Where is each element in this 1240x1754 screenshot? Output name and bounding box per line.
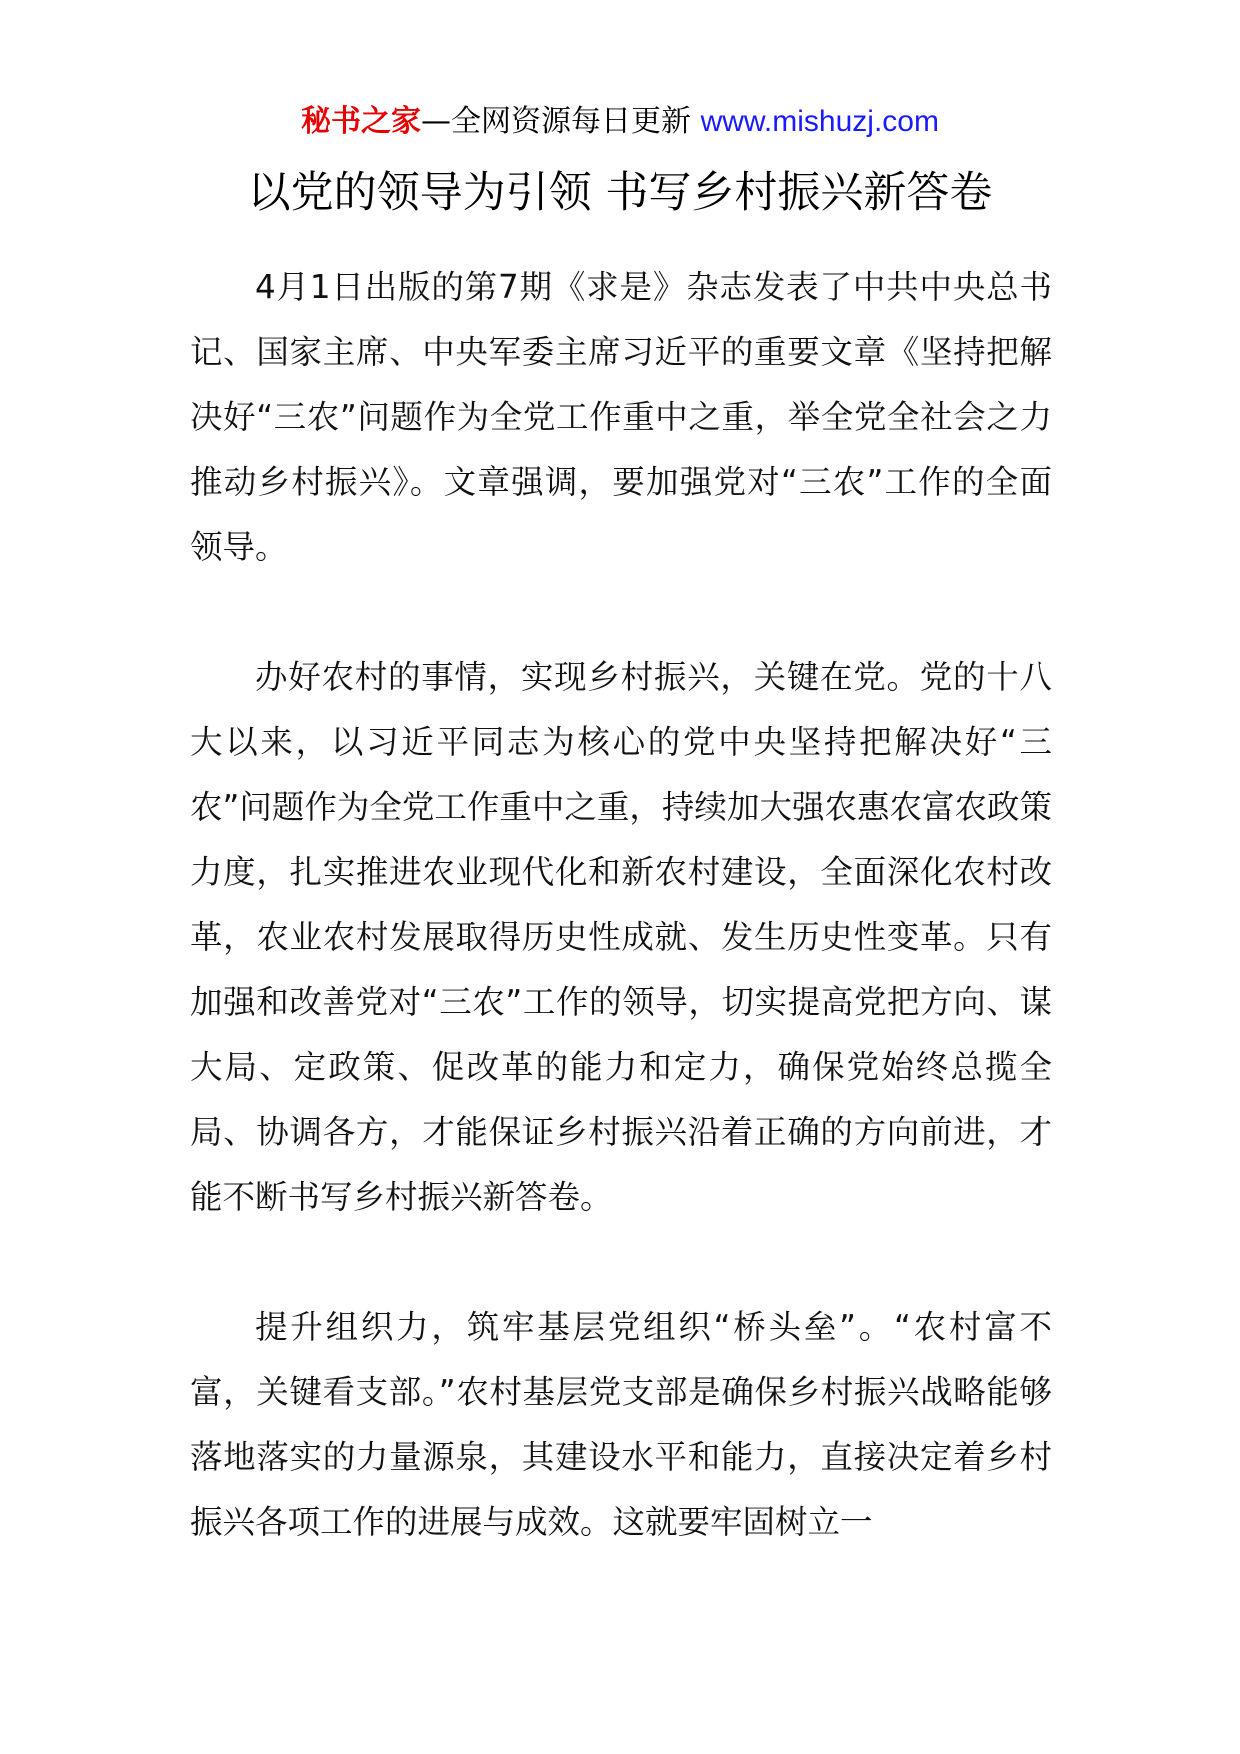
article-title: 以党的领导为引领 书写乡村振兴新答卷: [247, 168, 993, 218]
site-url: www.mishuzj.com: [700, 105, 939, 138]
header-tagline: —全网资源每日更新: [421, 104, 701, 139]
brand-name: 秘书之家: [301, 104, 422, 139]
paragraph-3: 提升组织力，筑牢基层党组织“桥头垒”。“农村富不富，关键看支部。”农村基层党支部是确保乡村振兴战略能够落地落实的力量源泉，其建设水平和能力，直接决定着乡村振兴各项工作的进展与成效。这就要牢固树立一: [190, 1308, 1052, 1541]
site-header: [0, 100, 1240, 144]
paragraph-1: 4月1日出版的第7期《求是》杂志发表了中共中央总书记、国家主席、中央军委主席习近平的重要文章《坚持把解决好“三农”问题作为全党工作重中之重，举全党全社会之力推动乡村振兴》。文章强调，要加强党对“三农”工作的全面领导。: [190, 268, 1052, 566]
article-body: [190, 255, 1052, 1620]
paragraph-2: 办好农村的事情，实现乡村振兴，关键在党。党的十八大以来，以习近平同志为核心的党中央坚持把解决好“三农”问题作为全党工作重中之重，持续加大强农惠农富农政策力度，扎实推进农业现代化和新农村建设，全面深化农村改革，农业农村发展取得历史性成就、发生历史性变革。只有加强和改善党对“三农”工作的领导，切实提高党把方向、谋大局、定政策、促改革的能力和定力，确保党始终总揽全局、协调各方，才能保证乡村振兴沿着正确的方向前进，才能不断书写乡村振兴新答卷。: [190, 658, 1052, 1216]
